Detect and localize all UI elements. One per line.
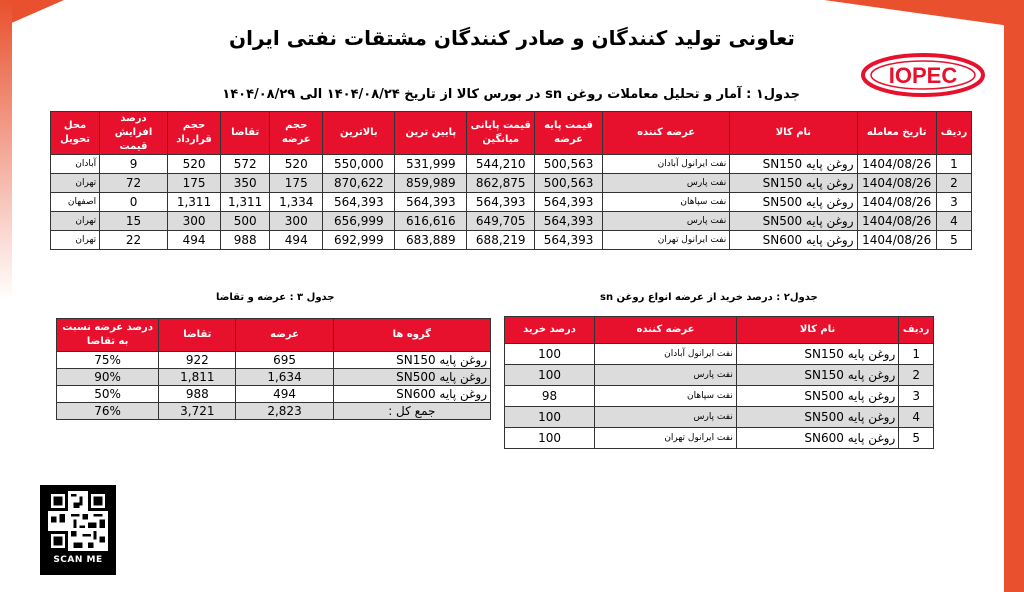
purchase-percent-table bbox=[504, 316, 934, 449]
cell-supplier: نفت ایرانول آبادان bbox=[595, 344, 737, 365]
cell-supplier: نفت ایرانول آبادان bbox=[602, 155, 729, 174]
cell-supplier: نفت پارس bbox=[595, 407, 737, 428]
cell-product: روغن پایه SN150 bbox=[730, 155, 857, 174]
cell-supply: 494 bbox=[236, 386, 333, 403]
col-purchase-percent: درصد خرید bbox=[505, 317, 595, 344]
col-trade-date: تاریخ معامله bbox=[857, 112, 936, 155]
col-price-increase: درصد افزایش قیمت bbox=[100, 112, 168, 155]
cell-lowest: 616,616 bbox=[395, 212, 467, 231]
cell-contract-volume: 494 bbox=[167, 231, 220, 250]
cell-purchase-percent: 98 bbox=[505, 386, 595, 407]
cell-row-no: 2 bbox=[936, 174, 971, 193]
col-offer-volume: حجم عرضه bbox=[270, 112, 323, 155]
col-contract-volume: حجم قرارداد bbox=[167, 112, 220, 155]
cell-price-increase: 0 bbox=[100, 193, 168, 212]
cell-demand: 572 bbox=[221, 155, 270, 174]
cell-supplier: نفت سپاهان bbox=[595, 386, 737, 407]
cell-contract-volume: 520 bbox=[167, 155, 220, 174]
cell-demand: 988 bbox=[221, 231, 270, 250]
cell-highest: 870,622 bbox=[323, 174, 395, 193]
cell-product: روغن پایه SN150 bbox=[736, 365, 898, 386]
cell-row-no: 3 bbox=[899, 386, 934, 407]
cell-lowest: 531,999 bbox=[395, 155, 467, 174]
col-row-no: ردیف bbox=[899, 317, 934, 344]
col-avg-final-price: قیمت پایانی میانگین bbox=[467, 112, 535, 155]
table-row bbox=[51, 155, 972, 174]
cell-base-price: 564,393 bbox=[535, 193, 603, 212]
cell-contract-volume: 1,311 bbox=[167, 193, 220, 212]
table-row bbox=[505, 344, 934, 365]
cell-price-increase: 15 bbox=[100, 212, 168, 231]
cell-avg-final-price: 564,393 bbox=[467, 193, 535, 212]
cell-avg-final-price: 649,705 bbox=[467, 212, 535, 231]
col-lowest: پایین ترین bbox=[395, 112, 467, 155]
cell-avg-final-price: 544,210 bbox=[467, 155, 535, 174]
svg-text:IOPEC: IOPEC bbox=[888, 63, 958, 88]
cell-group: روغن پایه SN150 bbox=[333, 352, 490, 369]
cell-row-no: 5 bbox=[899, 428, 934, 449]
cell-price-increase: 72 bbox=[100, 174, 168, 193]
cell-supplier: نفت پارس bbox=[602, 174, 729, 193]
cell-offer-volume: 494 bbox=[270, 231, 323, 250]
cell-base-price: 564,393 bbox=[535, 231, 603, 250]
cell-lowest: 683,889 bbox=[395, 231, 467, 250]
table-row bbox=[51, 212, 972, 231]
page-title: تعاونی تولید کنندگان و صادر کنندگان مشتقات نفتی ایران bbox=[229, 26, 795, 50]
cell-lowest: 564,393 bbox=[395, 193, 467, 212]
cell-row-no: 4 bbox=[899, 407, 934, 428]
corner-decoration-right bbox=[824, 0, 1024, 28]
cell-demand: 350 bbox=[221, 174, 270, 193]
trades-table bbox=[50, 111, 972, 250]
col-highest: بالاترین bbox=[323, 112, 395, 155]
cell-supply: 2,823 bbox=[236, 403, 333, 420]
cell-supply-demand-ratio: 76% bbox=[57, 403, 159, 420]
cell-price-increase: 9 bbox=[100, 155, 168, 174]
table-row bbox=[57, 369, 491, 386]
cell-group: روغن پایه SN600 bbox=[333, 386, 490, 403]
table2-title: جدول۲ : درصد خرید از عرضه انواع روغن sn bbox=[600, 292, 818, 303]
supply-demand-table bbox=[56, 318, 491, 420]
cell-contract-volume: 300 bbox=[167, 212, 220, 231]
table-row bbox=[505, 386, 934, 407]
cell-supplier: نفت سپاهان bbox=[602, 193, 729, 212]
cell-supplier: نفت پارس bbox=[595, 365, 737, 386]
cell-supplier: نفت ایرانول تهران bbox=[602, 231, 729, 250]
cell-avg-final-price: 862,875 bbox=[467, 174, 535, 193]
table-row bbox=[51, 193, 972, 212]
cell-price-increase: 22 bbox=[100, 231, 168, 250]
cell-lowest: 859,989 bbox=[395, 174, 467, 193]
cell-product: روغن پایه SN500 bbox=[730, 212, 857, 231]
cell-row-no: 5 bbox=[936, 231, 971, 250]
qr-code-icon bbox=[48, 491, 108, 551]
table-row bbox=[51, 231, 972, 250]
cell-offer-volume: 520 bbox=[270, 155, 323, 174]
qr-code-badge[interactable] bbox=[40, 485, 116, 575]
cell-purchase-percent: 100 bbox=[505, 365, 595, 386]
cell-supply-demand-ratio: 90% bbox=[57, 369, 159, 386]
cell-supplier: نفت ایرانول تهران bbox=[595, 428, 737, 449]
qr-label: SCAN ME bbox=[53, 555, 103, 565]
table-row bbox=[57, 352, 491, 369]
cell-trade-date: 1404/08/26 bbox=[857, 193, 936, 212]
cell-product: روغن پایه SN600 bbox=[730, 231, 857, 250]
cell-delivery-location: آبادان bbox=[51, 155, 100, 174]
table-row bbox=[505, 428, 934, 449]
cell-delivery-location: تهران bbox=[51, 174, 100, 193]
cell-demand: 1,811 bbox=[159, 369, 236, 386]
cell-trade-date: 1404/08/26 bbox=[857, 231, 936, 250]
cell-group: جمع کل : bbox=[333, 403, 490, 420]
table-row bbox=[505, 365, 934, 386]
cell-highest: 656,999 bbox=[323, 212, 395, 231]
col-product: نام کالا bbox=[736, 317, 898, 344]
table1-title: جدول۱ : آمار و تحلیل معاملات روغن sn در بورس کالا از تاریخ ۱۴۰۴/۰۸/۲۴ الی ۱۴۰۴/۰۸/۲۹ bbox=[222, 87, 800, 102]
cell-offer-volume: 1,334 bbox=[270, 193, 323, 212]
cell-trade-date: 1404/08/26 bbox=[857, 155, 936, 174]
col-row-no: ردیف bbox=[936, 112, 971, 155]
cell-base-price: 500,563 bbox=[535, 155, 603, 174]
cell-purchase-percent: 100 bbox=[505, 344, 595, 365]
cell-row-no: 3 bbox=[936, 193, 971, 212]
cell-base-price: 564,393 bbox=[535, 212, 603, 231]
cell-highest: 564,393 bbox=[323, 193, 395, 212]
cell-supplier: نفت پارس bbox=[602, 212, 729, 231]
table3-title: جدول ۳ : عرضه و تقاضا bbox=[216, 292, 335, 303]
cell-trade-date: 1404/08/26 bbox=[857, 174, 936, 193]
col-supply: عرضه bbox=[236, 319, 333, 352]
cell-row-no: 1 bbox=[899, 344, 934, 365]
cell-purchase-percent: 100 bbox=[505, 428, 595, 449]
col-supplier: عرضه کننده bbox=[595, 317, 737, 344]
cell-demand: 1,311 bbox=[221, 193, 270, 212]
col-group: گروه ها bbox=[333, 319, 490, 352]
cell-supply-demand-ratio: 75% bbox=[57, 352, 159, 369]
cell-base-price: 500,563 bbox=[535, 174, 603, 193]
cell-offer-volume: 300 bbox=[270, 212, 323, 231]
cell-demand: 500 bbox=[221, 212, 270, 231]
side-decoration-right bbox=[1004, 0, 1024, 592]
cell-row-no: 1 bbox=[936, 155, 971, 174]
col-base-price: قیمت پایه عرضه bbox=[535, 112, 603, 155]
cell-demand: 922 bbox=[159, 352, 236, 369]
table-row bbox=[57, 403, 491, 420]
cell-purchase-percent: 100 bbox=[505, 407, 595, 428]
cell-demand: 988 bbox=[159, 386, 236, 403]
cell-supply-demand-ratio: 50% bbox=[57, 386, 159, 403]
col-supply-demand-ratio: درصد عرضه نسبت به تقاضا bbox=[57, 319, 159, 352]
table-row bbox=[57, 386, 491, 403]
cell-offer-volume: 175 bbox=[270, 174, 323, 193]
cell-product: روغن پایه SN150 bbox=[730, 174, 857, 193]
cell-delivery-location: اصفهان bbox=[51, 193, 100, 212]
cell-highest: 550,000 bbox=[323, 155, 395, 174]
cell-product: روغن پایه SN150 bbox=[736, 344, 898, 365]
cell-product: روغن پایه SN500 bbox=[730, 193, 857, 212]
cell-avg-final-price: 688,219 bbox=[467, 231, 535, 250]
cell-product: روغن پایه SN500 bbox=[736, 407, 898, 428]
cell-row-no: 4 bbox=[936, 212, 971, 231]
cell-product: روغن پایه SN600 bbox=[736, 428, 898, 449]
cell-demand: 3,721 bbox=[159, 403, 236, 420]
cell-delivery-location: تهران bbox=[51, 231, 100, 250]
cell-row-no: 2 bbox=[899, 365, 934, 386]
cell-trade-date: 1404/08/26 bbox=[857, 212, 936, 231]
cell-highest: 692,999 bbox=[323, 231, 395, 250]
col-demand: تقاضا bbox=[159, 319, 236, 352]
cell-contract-volume: 175 bbox=[167, 174, 220, 193]
table-row bbox=[51, 174, 972, 193]
iopec-logo bbox=[860, 52, 986, 98]
cell-supply: 1,634 bbox=[236, 369, 333, 386]
col-delivery-location: محل تحویل bbox=[51, 112, 100, 155]
cell-group: روغن پایه SN500 bbox=[333, 369, 490, 386]
cell-delivery-location: تهران bbox=[51, 212, 100, 231]
col-supplier: عرضه کننده bbox=[602, 112, 729, 155]
table-row bbox=[505, 407, 934, 428]
col-product: نام کالا bbox=[730, 112, 857, 155]
cell-product: روغن پایه SN500 bbox=[736, 386, 898, 407]
col-demand: تقاضا bbox=[221, 112, 270, 155]
cell-supply: 695 bbox=[236, 352, 333, 369]
